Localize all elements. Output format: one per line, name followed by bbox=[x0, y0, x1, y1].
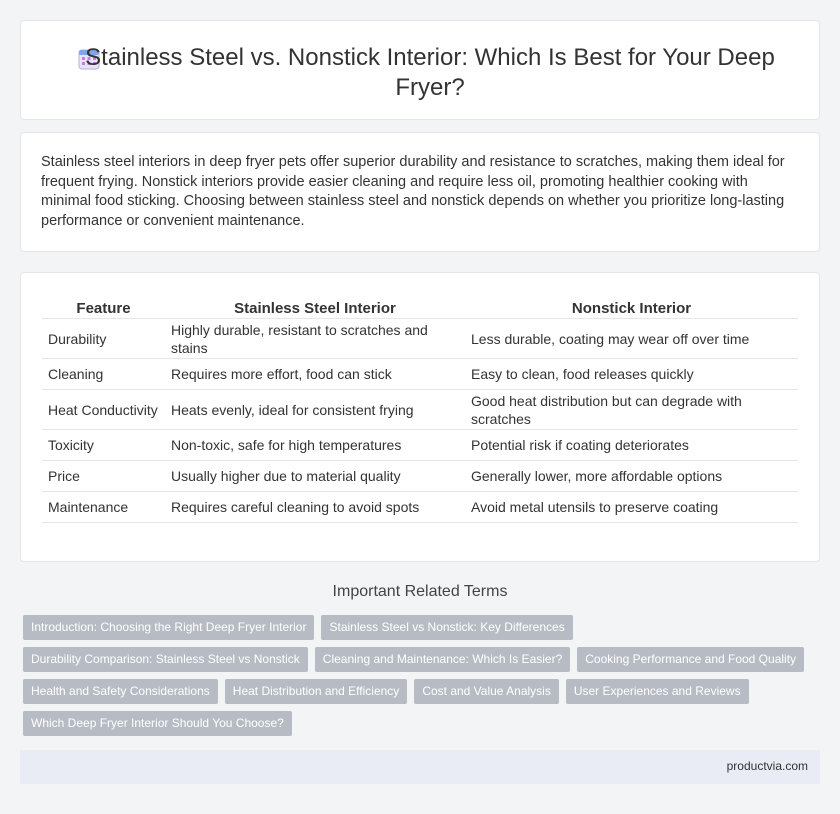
title-card bbox=[20, 20, 820, 120]
related-term-tag[interactable]: Heat Distribution and Efficiency bbox=[225, 679, 408, 704]
column-header-feature: Feature bbox=[42, 295, 165, 319]
stainless-cell: Usually higher due to material quality bbox=[165, 461, 465, 492]
source-link[interactable]: productvia.com bbox=[726, 759, 808, 773]
table-header-row bbox=[42, 295, 798, 319]
feature-cell: Cleaning bbox=[42, 359, 165, 390]
related-term-tag[interactable]: User Experiences and Reviews bbox=[566, 679, 749, 704]
nonstick-cell: Potential risk if coating deteriorates bbox=[465, 430, 798, 461]
related-term-tag[interactable]: Cleaning and Maintenance: Which Is Easier? bbox=[315, 647, 570, 672]
comparison-table bbox=[42, 295, 798, 523]
table-row bbox=[42, 492, 798, 523]
table-row bbox=[42, 461, 798, 492]
related-terms-list bbox=[23, 615, 823, 743]
table-row bbox=[42, 430, 798, 461]
stainless-cell: Non-toxic, safe for high temperatures bbox=[165, 430, 465, 461]
table-row bbox=[42, 359, 798, 390]
related-term-tag[interactable]: Introduction: Choosing the Right Deep Fryer Interior bbox=[23, 615, 314, 640]
related-term-tag[interactable]: Cost and Value Analysis bbox=[414, 679, 559, 704]
nonstick-cell: Generally lower, more affordable options bbox=[465, 461, 798, 492]
feature-cell: Toxicity bbox=[42, 430, 165, 461]
related-terms-heading: Important Related Terms bbox=[332, 583, 508, 600]
column-header-nonstick: Nonstick Interior bbox=[465, 295, 798, 319]
nonstick-cell: Easy to clean, food releases quickly bbox=[465, 359, 798, 390]
feature-cell: Durability bbox=[42, 319, 165, 359]
intro-paragraph: Stainless steel interiors in deep fryer pets offer superior durability and resistance to scratches, making them ideal for frequent frying. Nonstick interiors provide easier cleaning and require less oil, promoting healthier cooking with minimal food sticking. Choosing between stainless steel and nonstick depends on whether you prioritize long-lasting performance or convenient maintenance. bbox=[41, 154, 785, 229]
feature-cell: Price bbox=[42, 461, 165, 492]
feature-cell: Maintenance bbox=[42, 492, 165, 523]
intro-card bbox=[20, 132, 820, 252]
related-term-tag[interactable]: Which Deep Fryer Interior Should You Choose? bbox=[23, 711, 292, 736]
page-title: Stainless Steel vs. Nonstick Interior: Which Is Best for Your Deep Fryer? bbox=[85, 44, 775, 101]
stainless-cell: Requires careful cleaning to avoid spots bbox=[165, 492, 465, 523]
stainless-cell: Highly durable, resistant to scratches and stains bbox=[165, 319, 465, 359]
table-row bbox=[42, 319, 798, 359]
footer bbox=[20, 750, 820, 784]
related-term-tag[interactable]: Cooking Performance and Food Quality bbox=[577, 647, 804, 672]
stainless-cell: Heats evenly, ideal for consistent frying bbox=[165, 390, 465, 430]
feature-cell: Heat Conductivity bbox=[42, 390, 165, 430]
nonstick-cell: Less durable, coating may wear off over time bbox=[465, 319, 798, 359]
related-term-tag[interactable]: Stainless Steel vs Nonstick: Key Differences bbox=[321, 615, 572, 640]
comparison-card bbox=[20, 272, 820, 562]
related-term-tag[interactable]: Health and Safety Considerations bbox=[23, 679, 218, 704]
stainless-cell: Requires more effort, food can stick bbox=[165, 359, 465, 390]
related-term-tag[interactable]: Durability Comparison: Stainless Steel vs Nonstick bbox=[23, 647, 308, 672]
table-row bbox=[42, 390, 798, 430]
column-header-stainless: Stainless Steel Interior bbox=[165, 295, 465, 319]
nonstick-cell: Good heat distribution but can degrade with scratches bbox=[465, 390, 798, 430]
nonstick-cell: Avoid metal utensils to preserve coating bbox=[465, 492, 798, 523]
